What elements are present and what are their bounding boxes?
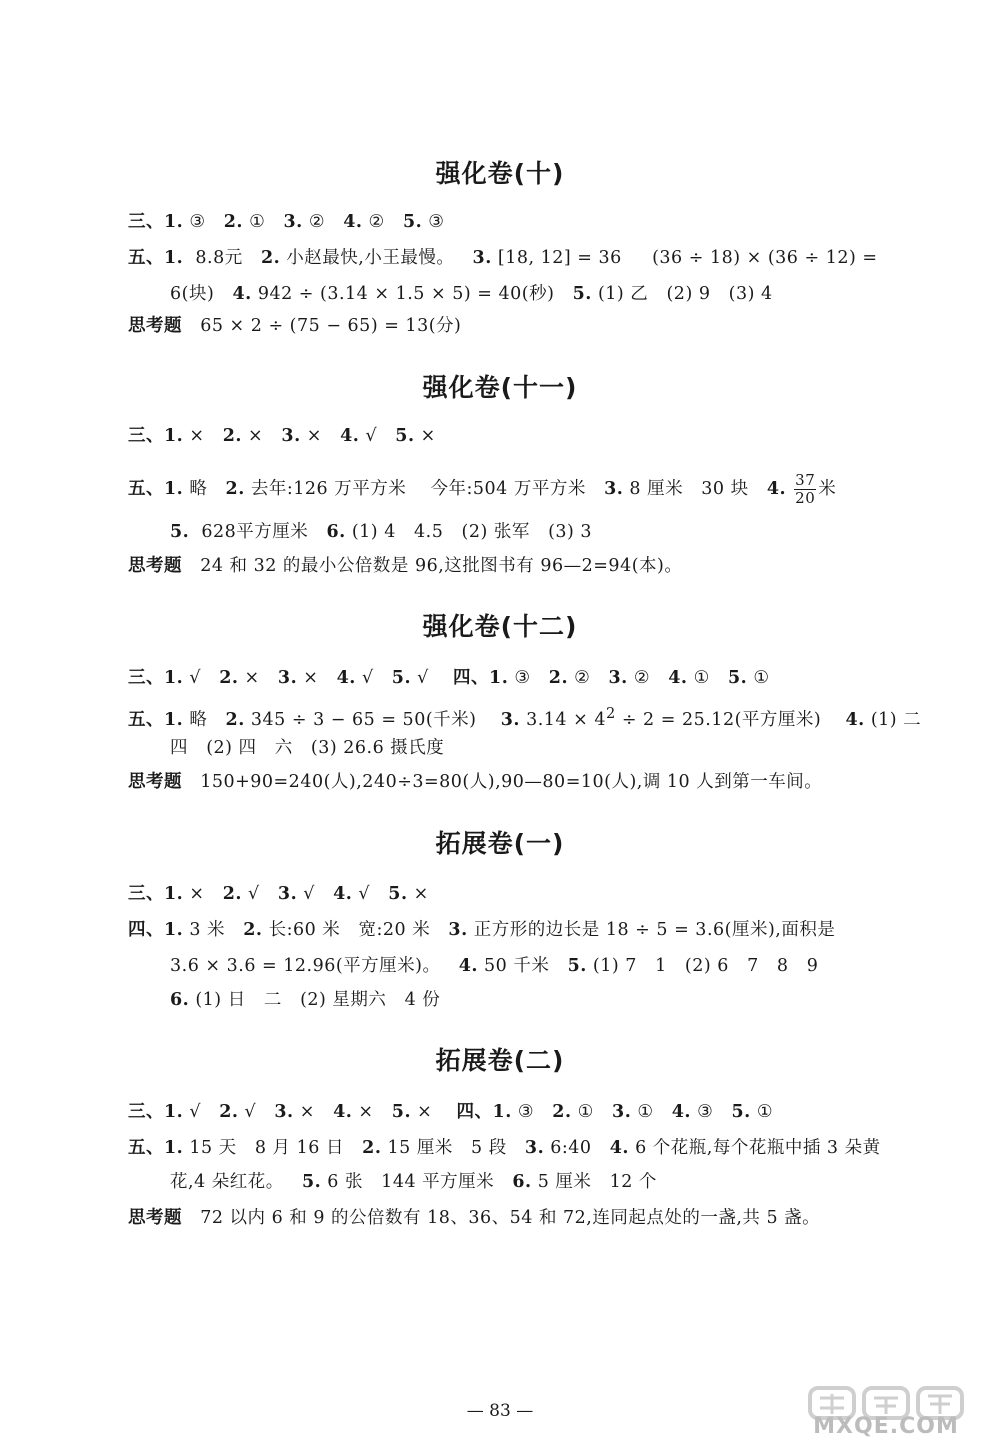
answer-line: 思考题 65 × 2 ÷ (75 − 65) = 13(分)	[128, 316, 462, 336]
answer-line: 花,4 朵红花。 5. 6 张 144 平方厘米 6. 5 厘米 12 个	[170, 1172, 657, 1192]
watermark	[786, 1386, 986, 1444]
answer-line: 思考题 150+90=240(人),240÷3=80(人),90—80=10(人),调 10 人到第一车间。	[128, 772, 823, 792]
answer-line: 三、1. × 2. √ 3. √ 4. √ 5. ×	[128, 884, 429, 904]
answer-line: 三、1. √ 2. × 3. × 4. √ 5. √ 四、1. ③ 2. ② 3. ② 4. ① 5. ①	[128, 668, 770, 688]
answer-line: 三、1. × 2. × 3. × 4. √ 5. ×	[128, 426, 436, 446]
answer-line: 5. 628平方厘米 6. (1) 4 4.5 (2) 张军 (3) 3	[170, 522, 593, 542]
answer-line: 五、1. 略 2. 345 ÷ 3 − 65 = 50(千米) 3. $3.14 \times 4^2 \div 2 = 25.12$(平方厘米) 4. (1) 二	[128, 705, 922, 730]
answer-line: 五、1. 略 2. 去年:126 万平方米 今年:504 万平方米 3. 8 厘米 30 块 4. $\frac{37}{20}$ 米	[128, 471, 837, 507]
answer-line: 三、1. √ 2. √ 3. × 4. × 5. × 四、1. ③ 2. ① 3. ① 4. ③ 5. ①	[128, 1102, 774, 1122]
answer-line: 思考题 24 和 32 的最小公倍数是 96,这批图书有 96—2=94(本)。	[128, 556, 683, 576]
answer-line: 五、1. 15 天 8 月 16 日 2. 15 厘米 5 段 3. 6:40 4. 6 个花瓶,每个花瓶中插 3 朵黄	[128, 1138, 881, 1158]
answer-line: 3.6 × 3.6 = 12.96(平方厘米)。 4. 50 千米 5. (1) 7 1 (2) 6 7 8 9	[170, 956, 819, 976]
section-title: 拓展卷(一)	[435, 829, 565, 858]
section-title: 强化卷(十)	[435, 159, 565, 188]
answer-line: 四、1. 3 米 2. 长:60 米 宽:20 米 3. 正方形的边长是 18 ÷ 5 = 3.6(厘米),面积是	[128, 920, 836, 940]
section-title: 强化卷(十二)	[422, 612, 578, 641]
page-number: — 83 —	[466, 1401, 534, 1421]
answer-line: 三、1. ③ 2. ① 3. ② 4. ② 5. ③	[128, 212, 445, 232]
answer-line: 四 (2) 四 六 (3) 26.6 摄氏度	[170, 738, 445, 758]
answer-line: 6(块) 4. 942 ÷ (3.14 × 1.5 × 5) = 40(秒) 5. (1) 乙 (2) 9 (3) 4	[170, 284, 773, 304]
watermark-text: MXQE.COM	[813, 1414, 959, 1439]
answer-line: 思考题 72 以内 6 和 9 的公倍数有 18、36、54 和 72,连同起点处的一盏,共 5 盏。	[128, 1208, 821, 1228]
section-title: 强化卷(十一)	[422, 373, 578, 402]
section-title: 拓展卷(二)	[435, 1046, 565, 1075]
answer-line: 6. (1) 日 二 (2) 星期六 4 份	[170, 990, 441, 1010]
answer-line: 五、1. 8.8元 2. 小赵最快,小王最慢。 3. [18, 12] = 36 (36 ÷ 18) × (36 ÷ 12) =	[128, 248, 878, 268]
